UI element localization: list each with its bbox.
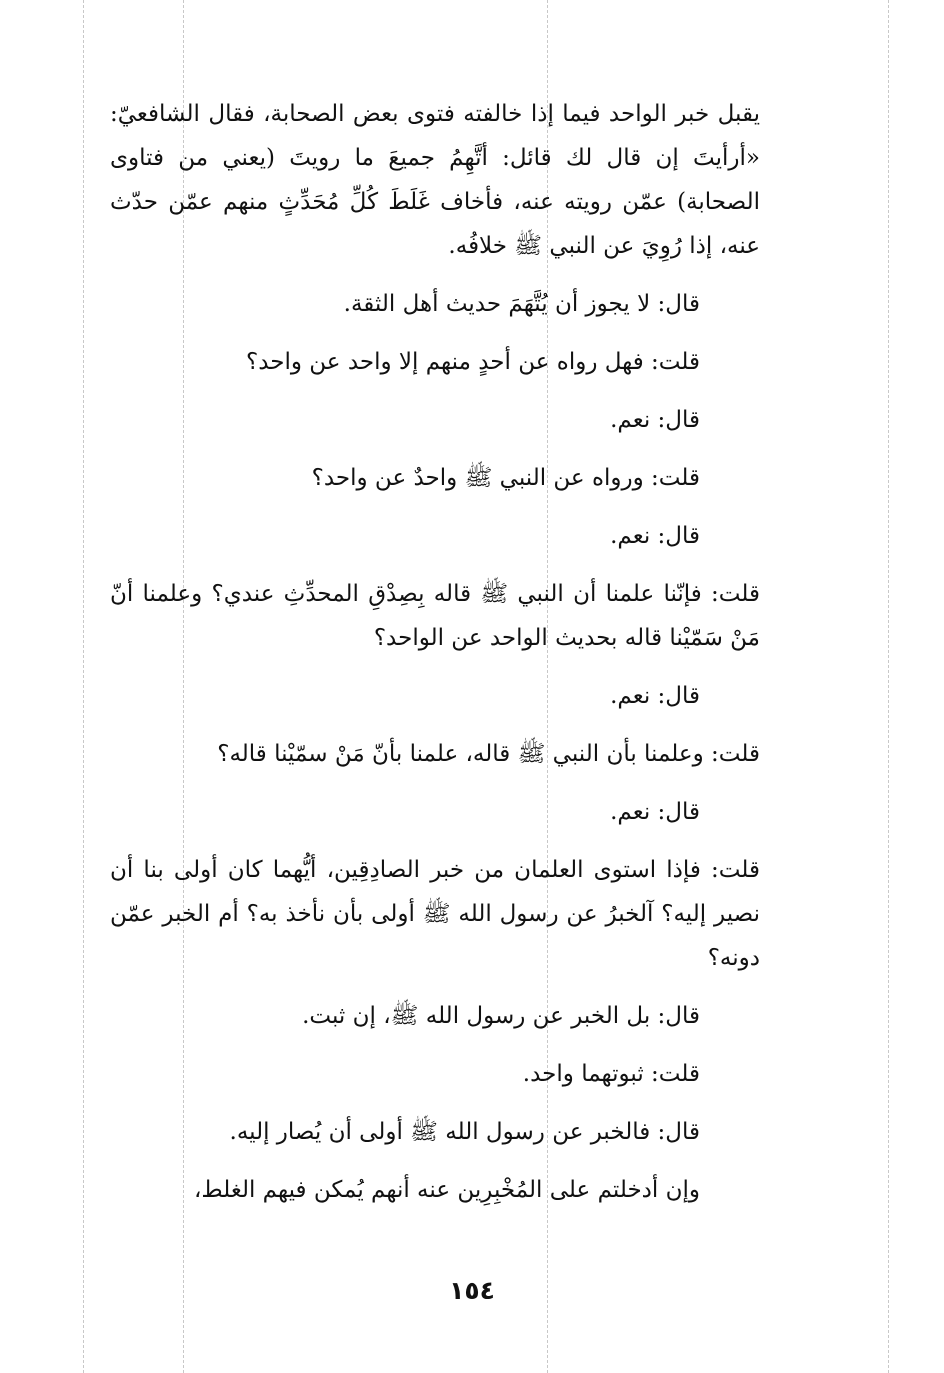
dialogue-line: قال: نعم. bbox=[610, 523, 700, 549]
dialogue-line: قال: نعم. bbox=[610, 683, 700, 709]
dialogue-line: قال: بل الخبر عن رسول الله ﷺ، إن ثبت. bbox=[302, 1003, 700, 1029]
scan-guide-line bbox=[888, 0, 889, 1373]
dialogue-line: قال: لا يجوز أن يُتَّهَمَ حديث أهل الثقة. bbox=[343, 291, 700, 317]
page-number: ١٥٤ bbox=[449, 1276, 495, 1305]
body-paragraph: قلت: وعلمنا بأن النبي ﷺ قاله، علمنا بأنّ مَنْ سمّيْنا قاله؟ bbox=[217, 741, 760, 767]
dialogue-line: قلت: ورواه عن النبي ﷺ واحدٌ عن واحد؟ bbox=[311, 465, 700, 491]
dialogue-line: وإن أدخلتم على المُخْبِرِين عنه أنهم يُمكن فيهم الغلط، bbox=[194, 1177, 700, 1203]
scan-guide-line bbox=[83, 0, 84, 1373]
dialogue-line: قلت: فهل رواه عن أحدٍ منهم إلا واحد عن واحد؟ bbox=[245, 349, 700, 375]
page-body bbox=[110, 92, 760, 1212]
dialogue-line: قال: نعم. bbox=[610, 407, 700, 433]
dialogue-line: قال: نعم. bbox=[610, 799, 700, 825]
body-paragraph: قلت: فإنّنا علمنا أن النبي ﷺ قاله بِصِدْقِ المحدِّثِ عندي؟ وعلمنا أنّ مَنْ سَمّيْنا قاله بحديث الواحد عن الواحد؟ bbox=[110, 581, 760, 651]
dialogue-line: قال: فالخبر عن رسول الله ﷺ أولى أن يُصار إليه. bbox=[229, 1119, 700, 1145]
dialogue-line: قلت: ثبوتهما واحد. bbox=[522, 1061, 700, 1087]
body-paragraph: قلت: فإذا استوى العلمان من خبر الصادِقِين، أيُّهما كان أولى بنا أن نصير إليه؟ آلخبرُ عن رسول الله ﷺ أولى بأن نأخذ به؟ أم الخبر عمّن دونه؟ bbox=[110, 857, 760, 971]
body-paragraph: يقبل خبر الواحد فيما إذا خالفته فتوى بعض الصحابة، فقال الشافعيّ: «أرأيتَ إن قال لك قائل: أتَّهِمُ جميعَ ما رويتَ (يعني من فتاوى الصحابة) عمّن رويته عنه، فأخاف غَلَطَ كُلِّ مُحَدِّثٍ منهم عمّن حدّث عنه، إذا رُوِيَ عن النبي ﷺ خلافُه. bbox=[110, 101, 760, 259]
